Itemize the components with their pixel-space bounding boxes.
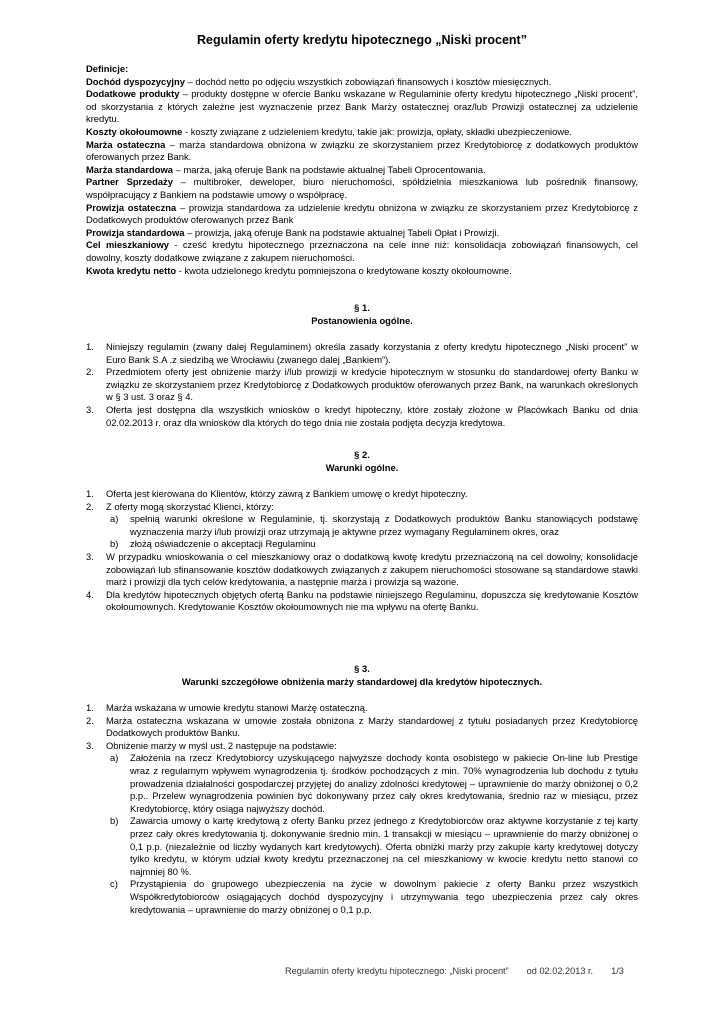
item-number: 1.	[86, 702, 94, 713]
definitions-heading: Definicje:	[86, 63, 129, 74]
footer-document-name: Regulamin oferty kredytu hipotecznego: „Niski procent”	[285, 966, 509, 976]
definition-text: – prowizja, jaką oferuje Bank na podstawie aktualnej Tabeli Opłat i Prowizji.	[184, 226, 500, 238]
item-number: 2.	[86, 714, 94, 726]
section-list	[86, 488, 638, 513]
definition-term: Koszty okołoumowne	[86, 125, 183, 137]
definition-text: – marża, jaką oferuje Bank na podstawie aktualnej Tabeli Oprocentowania.	[173, 163, 486, 175]
definition-item	[86, 88, 638, 126]
item-text: Przedmiotem oferty jest obniżenie marży i/lub prowizji w kredycie hipotecznym w stosunku do standardowej oferty Banku w związku ze skorzystaniem przez Kredytobiorcę z Dodatkowych produktów oferowanych przez Bank, na warunkach określonych w § 3 ust. 3 oraz § 4.	[106, 366, 638, 403]
item-text: Oferta jest kierowana do Klientów, którzy zawrą z Bankiem umowę o kredyt hipoteczny.	[106, 488, 468, 499]
sub-item-letter: a)	[110, 752, 119, 764]
document-title: Regulamin oferty kredytu hipotecznego „Niski procent”	[197, 33, 527, 47]
item-number: 4.	[86, 588, 94, 600]
item-number: 3.	[86, 550, 94, 562]
item-text: Dla kredytów hipotecznych objętych ofertą Banku na podstawie niniejszego Regulaminu, dopuszcza się kredytowanie Kosztów okołoumownych. Kredytowanie Kosztów okołoumownych nie ma wpływu na ofertę Banku.	[106, 588, 638, 613]
section-number: § 2.	[354, 449, 370, 460]
page-footer	[285, 966, 642, 976]
definition-text: – multibroker, deweloper, biuro nieruchomości, spółdzielnia mieszkaniowa lub pośrednik finansowy, współpracujący z Bankiem na podstawie umowy o współpracę.	[86, 176, 638, 200]
footer-date: od 02.02.2013 r.	[526, 966, 594, 976]
item-number: 3.	[86, 403, 94, 415]
definition-item	[86, 139, 638, 164]
list-item	[86, 702, 638, 715]
sub-item	[86, 513, 638, 538]
sub-item-text: Przystąpienia do grupowego ubezpieczenia na życie w dowolnym pakiecie z oferty Banku przez wszystkich Współkredytobiorców osiągających dochód dyspozycyjny i utrzymywania tego ubezpieczenia przez cały okres kredytowania – uprawnienie do marży obniżonej o 0,1 p.p.	[130, 878, 638, 915]
section-1	[86, 301, 638, 429]
section-title: Postanowienia ogólne.	[311, 315, 413, 326]
definition-term: Kwota kredytu netto	[86, 264, 177, 276]
sub-item-letter: b)	[110, 538, 119, 550]
list-item	[86, 488, 638, 501]
definition-text: - cześć kredytu hipotecznego przeznaczona na cele inne niż: konsolidacja zobowiązań finansowych, cel dowolny, koszty dodatkowe związane z zakupem nieruchomości.	[86, 239, 638, 263]
definition-term: Prowizja standardowa	[86, 226, 185, 238]
item-text: Obniżenie marży w myśl ust. 2 następuje na podstawie:	[106, 739, 337, 751]
list-item	[86, 366, 638, 404]
footer-page-number: 1/3	[611, 966, 624, 976]
definition-item	[86, 76, 638, 89]
definition-term: Marża standardowa	[86, 163, 174, 175]
sub-item	[86, 815, 638, 878]
sub-item-text: złożą oświadczenie o akceptacji Regulaminu	[130, 538, 316, 550]
definition-item	[86, 227, 638, 240]
section-number: § 3.	[354, 663, 370, 674]
item-text: Z oferty mogą skorzystać Klienci, którzy:	[106, 500, 274, 512]
sub-item-letter: a)	[110, 513, 119, 525]
definition-item	[86, 265, 638, 278]
item-text: Marża ostateczna wskazana w umowie została obniżona z Marży standardowej z tytułu posiadanych przez Kredytobiorcę Dodatkowych produktów Banku.	[106, 714, 638, 739]
definition-text: – prowizja standardowa za udzielenie kredytu obniżona w związku ze skorzystaniem przez Kredytobiorcę z Dodatkowych produktów oferowanych przez Bank	[86, 201, 638, 226]
definition-text: - kwota udzielonego kredytu pomniejszona o kredytowane koszty okołoumowne.	[176, 264, 512, 276]
definition-term: Dodatkowe produkty	[86, 88, 180, 100]
list-item	[86, 501, 638, 514]
sub-item-letter: c)	[110, 878, 118, 890]
section-3	[86, 662, 638, 916]
list-item	[86, 715, 638, 740]
item-number: 2.	[86, 366, 94, 378]
section-2	[86, 448, 638, 614]
item-number: 2.	[86, 500, 94, 512]
definition-term: Prowizja ostateczna	[86, 201, 177, 213]
definition-item	[86, 202, 638, 227]
definitions-block	[86, 63, 638, 277]
definition-item	[86, 126, 638, 139]
list-item	[86, 589, 638, 614]
item-text: W przypadku wnioskowania o cel mieszkaniowy oraz o dodatkową kwotę kredytu przeznaczoną na cel dowolny, konsolidacje zobowiązań lub sfinansowanie kosztów dodatkowych związanych z zakupem nieruchomości stosowane są standardowe stawki marż i prowizji dla tych celów kredytowania, a następnie marża i prowizja są ważone.	[106, 550, 638, 588]
sub-item-text: spełnią warunki określone w Regulaminie, tj. skorzystają z Dodatkowych produktów Banku stanowiących podstawę wyznaczenia marży i/lub prowizji oraz utrzymają je aktywne przez wymagany Regulaminem okres, oraz	[130, 513, 638, 537]
list-item	[86, 404, 638, 429]
item-number: 1.	[86, 488, 94, 499]
list-item	[86, 551, 638, 589]
definition-text: – marża standardowa obniżona w związku ze skorzystaniem przez Kredytobiorcę z dodatkowych produktów oferowanych przez Bank.	[86, 138, 638, 163]
item-number: 1.	[86, 341, 94, 352]
list-item	[86, 341, 638, 366]
list-item	[86, 740, 638, 753]
item-text: Niniejszy regulamin (zwany dalej Regulaminem) określa zasady korzystania z oferty kredytu hipotecznego „Niski procent” w Euro Bank S.A .z siedzibą we Wrocławiu (zwanego dalej „Bankiem”).	[106, 341, 638, 365]
definition-item	[86, 239, 638, 264]
sub-item-text: Założenia na rzecz Kredytobiorcy uzyskującego najwyższe dochody konta osobistego w pakiecie On-line lub Prestige wraz z regularnym wpływem wynagrodzenia tj. środków pochodzących z min. 70% wynagrodzenia lub dochodu z tytułu prowadzenia działalności gospodarczej przyjętej do analizy zdolności kredytowej – uprawnienie do marży obniżonej o 0,2 p.p.. Przelew wynagrodzenia powinien być dokonywany przez cały okres kredytowania, średnio raz w miesiącu, przez Kredytobiorcę, który osiąga najwyższy dochód.	[130, 752, 638, 814]
item-number: 3.	[86, 739, 94, 751]
section-list	[86, 341, 638, 429]
sub-list	[86, 752, 638, 916]
section-title: Warunki ogólne.	[325, 462, 399, 473]
definition-term: Partner Sprzedaży	[86, 176, 173, 188]
sub-item-letter: b)	[110, 815, 119, 827]
item-text: Marża wskazana w umowie kredytu stanowi Marżę ostateczną.	[106, 702, 368, 713]
sub-item	[86, 752, 638, 815]
definition-text: – produkty dostępne w ofercie Banku wskazane w Regulaminie oferty kredytu hipotecznego „Niski procent”, od skorzystania z których zależne jest wyznaczenie przez Bank Marży ostatecznej oraz/lub Prowizji ostatecznej za udzielenie kredytu.	[86, 88, 639, 125]
item-text: Oferta jest dostępna dla wszystkich wniosków o kredyt hipoteczny, które zostały złożone w Placówkach Banku od dnia 02.02.2013 r. oraz dla wniosków dla których do tego dnia nie została podjęta decyzja kredytowa.	[106, 403, 638, 428]
definition-text: – dochód netto po odjęciu wszystkich zobowiązań finansowych i kosztów miesięcznych.	[184, 75, 552, 87]
sub-item	[86, 538, 638, 551]
definition-text: - koszty związane z udzieleniem kredytu, takie jak: prowizja, opłaty, składki ubezpieczeniowe.	[182, 125, 572, 137]
section-list	[86, 702, 638, 752]
definition-term: Dochód dyspozycyjny	[86, 75, 185, 87]
sub-item	[86, 878, 638, 916]
sub-item-text: Zawarcia umowy o kartę kredytową z oferty Banku przez jednego z Kredytobiorców oraz aktywne korzystanie z tej karty przez cały okres kredytowania tj. dokonywanie średnio min. 1 transakcji w miesiącu – uprawnienie do marży obniżonej o 0,1 p.p. (niezależnie od liczby wydanych kart kredytowych). Oferta obniżki marży przy zakupie karty kredytowej dotyczy tylko kredytu, w którym udział kwoty kredytu przeznaczonej na cel mieszkaniowy w kwocie kredytu netto stanowi co najmniej 80 %.	[130, 815, 638, 877]
sub-list	[86, 513, 638, 551]
section-number: § 1.	[354, 302, 370, 313]
definition-item	[86, 164, 638, 177]
definition-item	[86, 176, 638, 201]
section-list	[86, 551, 638, 614]
definition-term: Marża ostateczna	[86, 138, 166, 150]
definition-term: Cel mieszkaniowy	[86, 239, 170, 251]
section-title: Warunki szczegółowe obniżenia marży standardowej dla kredytów hipotecznych.	[181, 676, 543, 687]
